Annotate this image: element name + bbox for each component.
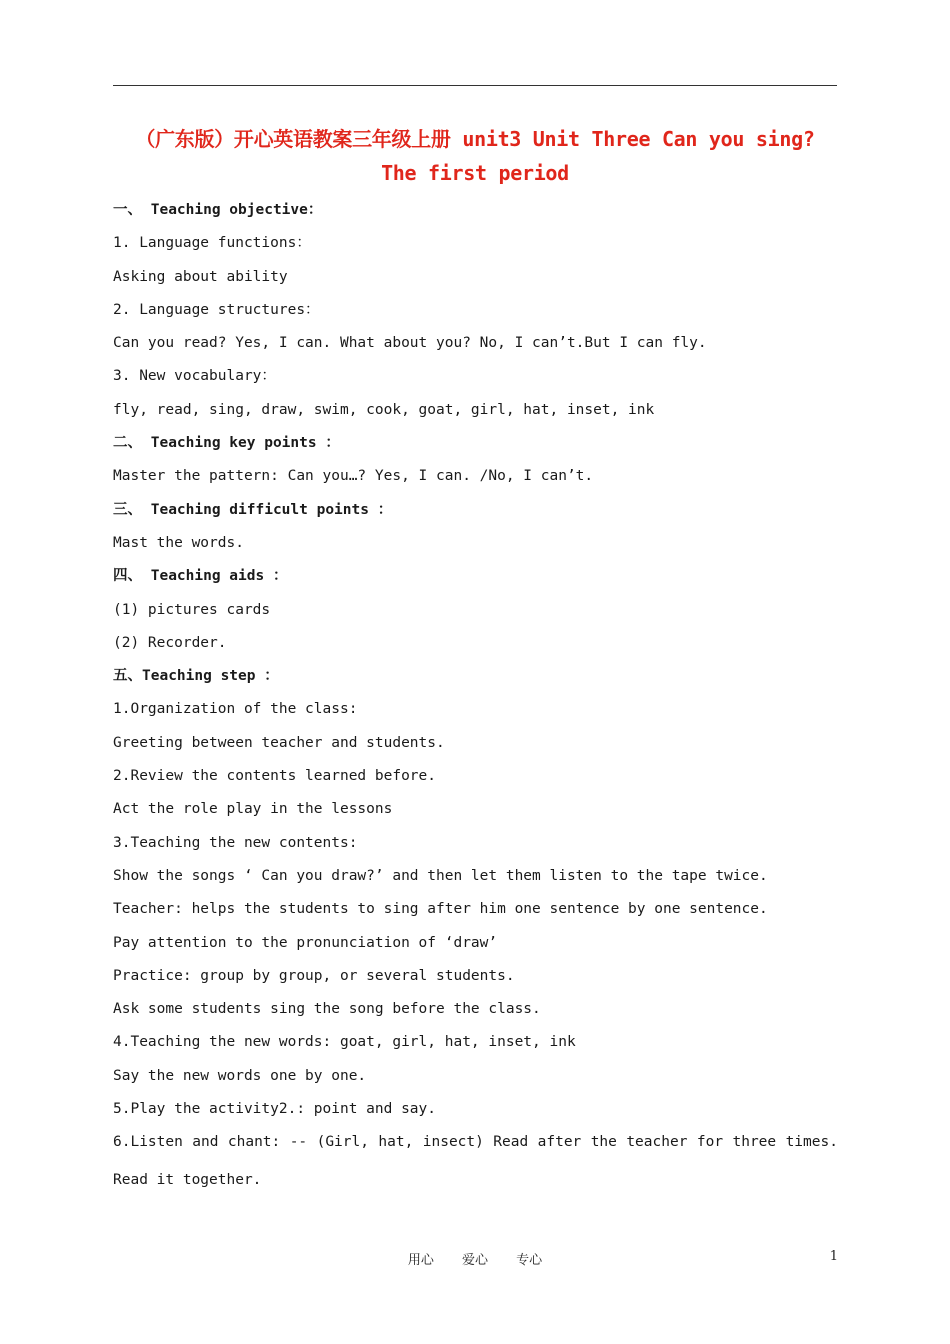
text-line: Act the role play in the lessons xyxy=(113,801,393,818)
word: after xyxy=(537,1134,582,1151)
text-line: Mast the words. xyxy=(113,534,244,551)
text-line: Ask some students sing the song before the class. xyxy=(113,1001,541,1018)
text-line: Can you read? Yes, I can. What about you? No, I can’t.But I can fly. xyxy=(113,335,707,352)
document-title: （广东版）开心英语教案三年级上册 unit3 Unit Three Can you sing? xyxy=(135,127,815,151)
text-line: Teacher: helps the students to sing after him one sentence by one sentence. xyxy=(113,901,768,918)
page-number: 1 xyxy=(829,1249,838,1264)
word: insect) xyxy=(422,1134,484,1151)
word: 6.Listen xyxy=(113,1134,183,1151)
text-line: Say the new words one by one. xyxy=(113,1067,367,1084)
text-line: Read it together. xyxy=(113,1172,262,1189)
word: (Girl, xyxy=(316,1134,369,1151)
text-line: fly, read, sing, draw, swim, cook, goat, girl, hat, inset, ink xyxy=(113,401,655,418)
section-heading-steps: 五、Teaching step ： xyxy=(113,668,279,685)
text-line: 3.Teaching the new contents: xyxy=(113,834,358,851)
section-heading-objective: 一、 Teaching objective： xyxy=(113,202,323,218)
text-line: Show the songs ‘ Can you draw?’ and then let them listen to the tape twice. xyxy=(113,867,768,884)
text-line: 2. Language structures： xyxy=(113,301,320,318)
word: teacher xyxy=(626,1134,688,1151)
text-line: Master the pattern: Can you…? Yes, I can. /No, I can’t. xyxy=(113,468,594,485)
text-line: Pay attention to the pronunciation of ‘draw’ xyxy=(113,934,498,951)
text-line: 3. New vocabulary： xyxy=(113,368,276,385)
text-line: Greeting between teacher and students. xyxy=(113,734,445,751)
header-rule xyxy=(113,85,837,86)
section-heading-key-points: 二、 Teaching key points ： xyxy=(113,435,340,452)
word: the xyxy=(590,1134,617,1151)
word: hat, xyxy=(378,1134,414,1151)
text-line: 1. Language functions： xyxy=(113,235,311,252)
document-body xyxy=(113,196,838,1200)
text-line: 4.Teaching the new words: goat, girl, hat, inset, ink xyxy=(113,1034,576,1051)
text-line: 5.Play the activity2.: point and say. xyxy=(113,1101,437,1118)
text-line: Practice: group by group, or several students. xyxy=(113,967,515,984)
text-line: (1) pictures cards xyxy=(113,601,271,618)
word: three xyxy=(732,1134,777,1151)
text-line: 1.Organization of the class: xyxy=(113,701,358,718)
section-heading-aids: 四、 Teaching aids ： xyxy=(113,568,288,585)
footer-motto: 用心 爱心 专心 xyxy=(407,1253,543,1268)
text-line-justified xyxy=(113,1128,838,1166)
justified-text xyxy=(113,1128,838,1156)
word: times. xyxy=(785,1134,838,1151)
section-heading-difficult-points: 三、 Teaching difficult points ： xyxy=(113,501,393,518)
word: for xyxy=(696,1134,724,1151)
word: and xyxy=(192,1134,219,1151)
word: -- xyxy=(289,1134,308,1151)
word: chant: xyxy=(227,1134,281,1151)
text-line: 2.Review the contents learned before. xyxy=(113,768,437,785)
document-subtitle: The first period xyxy=(381,161,569,185)
word: Read xyxy=(493,1134,529,1151)
text-line: Asking about ability xyxy=(113,268,288,285)
text-line: (2) Recorder. xyxy=(113,634,227,651)
